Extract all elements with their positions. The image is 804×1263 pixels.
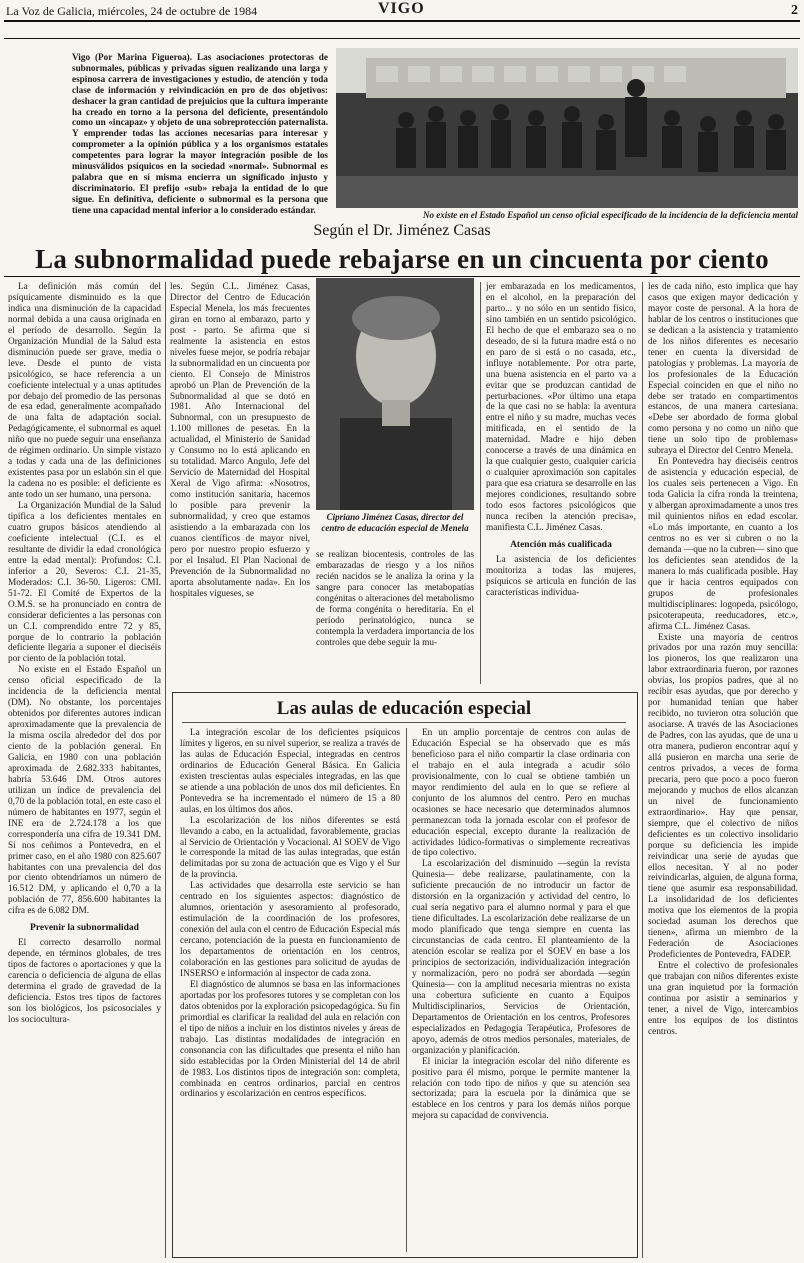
- paragraph: La integración escolar de los deficientes psíquicos límites y ligeros, en su nivel superior, se realiza a través de las aulas de Educación Especial, integradas en centros ordinarios de Educación General Básica. En Galicia existen trescientas aulas especiales integradas, en las que se atiende a una población de unos dos mil deficientes. En Pontevedra se ha incrementado el número de 15 a 80 aulas, en los últimos dos años.: [180, 728, 400, 815]
- lead-paragraph: Vigo (Por Marina Figueroa). Las asociaciones protectoras de subnormales, públicas y privadas siguen realizando una larga y espinosa carrera de investigaciones y estudio, de atención y toda clase de información y reivindicación en pro de dos objetivos: deshacer la gran cantidad de prejuicios que la cultura imperante ha creado en torno a la persona del deficiente, presentándolo como un «incapaz» y objeto de una sobreprotección paternalista. Y emprender todas las acciones necesarias para interesar y comprometer a la opinión pública y a los organismos estatales competentes para lograr la mayor integración posible de los minusválidos psíquicos en la sociedad «normal». Subnormal es palabra que en sí misma encierra un significado injusto y discriminatorio. El prefijo «sub» rebaja la entidad de lo que sigue. En definitiva, deficiente o subnormal es la persona que tiene una capacidad mental inferior a lo considerado estándar.: [72, 52, 328, 215]
- paragraph: Entre el colectivo de profesionales que trabajan con niños diferentes existe una gran inquietud por la formación continua por asistir a seminarios y tener, a nivel de Vigo, intercambios entre los equipos de los distintos centros.: [648, 961, 798, 1037]
- column-divider: [480, 282, 481, 684]
- article-column-3: [316, 550, 474, 684]
- headline-rule: [4, 276, 800, 277]
- paragraph: No existe en el Estado Español un censo oficial especificado de la incidencia de la deficiencia mental (DM). No obstante, los porcentajes obtenidos por diferentes autores indican aproximadamente que la prevalencia de la misma oscila alrededor del dos por ciento de la población general. En Galicia, en 1980 con una población aproximada de 2.682.333 habitantes, habría 53.646 DM. Otros autores utilizan un índice de prevalencia del 0,70 de la población total, en este caso el número de habitantes en 1977, según el INE era de 2.724.178 a los que correspondería una cifra de 19.341 DM. Si nos ceñimos a Pontevedra, en el primer caso, en el año 1980 con 825.607 habitantes con una prevalencia del dos por ciento obtendríamos un número de 16.512 DM, y aplicando el 0,70 a la población de 77, 856.600 habitantes la cifra es de 6.082 DM.: [8, 665, 161, 917]
- newspaper-dateline: La Voz de Galicia, miércoles, 24 de octubre de 1984: [6, 4, 258, 18]
- subheading: Prevenir la subnormalidad: [30, 923, 139, 934]
- paragraph: les de cada niño, esto implica que hay casos que exigen mayor dedicación y mayor coste de personal. A la hora de hablar de los centros o instituciones que se dedican a la asistencia y tratamiento de los niños diferentes es necesario tener en cuenta la diversidad de patologías y problemas. La mayoría de los profesionales de la Educación Especial coinciden en que el niño no debe ser tratado en compartimentos estancos, de una manera cartesiana. «Debe ser abordado de forma global como persona y no como un niño que tiene un solo tipo de problemas» subraya el Director del Centro Menela.: [648, 282, 798, 457]
- section-title: VIGO: [378, 0, 425, 17]
- article-column-5: [648, 282, 798, 1258]
- paragraph: El diagnóstico de alumnos se basa en las informaciones aportadas por los profesores tutores y se completan con los datos obtenidos por la exploración psicopedagógica. Su fin primordial es clarificar la realidad del aula en relación con el tipo de niños a incluir en los distintos niveles y áreas de trabajo. Las distintas modalidades de integración en consonancia con las dificultades que presenta el niño han sido establecidas por la Orden Ministerial del 14 de abril de 1983. Los distintos tipos de integración son: completa, combinada en centros ordinarios, parcial en centros ordinarios y escolarización en centros específicos.: [180, 979, 400, 1100]
- article-column-2: [170, 282, 310, 684]
- headline: La subnormalidad puede rebajarse en un cincuenta por ciento: [35, 244, 769, 274]
- headline-kicker: Según el Dr. Jiménez Casas: [313, 222, 491, 239]
- children-group-photo: [336, 48, 798, 208]
- paragraph: El correcto desarrollo normal depende, en términos globales, de tres tipos de factores o aportaciones y que la carencia o deficiencia de alguna de ellas determina el grado de gravedad de la deficiencia. Estos tres tipos de factores son los biológicos, los psicosociales y los sociocultura-: [8, 938, 161, 1025]
- paragraph: La definición más común del psíquicamente disminuido es la que indica una disminución de la capacidad normal debida a una causa originada en el período de desarrollo. Según la Organización Mundial de la Salud esta disminución puede ser grave, media o leve. Desde el punto de vista psicológico, se hace referencia a un coeficiente intelectual y a unas aptitudes por debajo del promedio de las personas de esa edad, generalmente acompañado de una falta de adaptación social. Pedagógicamente, el subnormal es aquel niño que no puede seguir una enseñanza de régimen ordinario. Un simple vistazo a todas y cada una de las definiciones existentes pasa por un eslabón sin el que la cadena no es posible: el deficiente es ante todo un ser humano, una persona.: [8, 282, 161, 501]
- article-column-4: [486, 282, 636, 684]
- portrait-photo-image: [316, 278, 474, 510]
- article-column-1: [8, 282, 161, 1258]
- subheading: Atención más cualificada: [510, 539, 612, 550]
- paragraph: En Pontevedra hay dieciséis centros de asistencia y educación especial, de los cuales seis pertenecen a Vigo. En toda Galicia la cifra ronda la treintena, y albergan aproximadamente a unos tres mil quinientos niños en edad escolar. «Lo más importante, en cuanto a los centros no es ver si cubren o no la demanda —que no la cubren— sino que los deficientes sean atendidos de la manera lo más cualificada posible. Hay que ir hacia centros equipados con grupos de profesionales multidisciplinares: logopeda, psicólogo, psicoterapeuta, reeducadores, etc.», afirma C.L. Jiménez Casas.: [648, 457, 798, 632]
- sidebar-title: Las aulas de educación especial: [276, 698, 532, 719]
- sidebar-column-1: [180, 728, 400, 1252]
- portrait-caption: Cipriano Jiménez Casas, director del centro de educación especial de Menela: [321, 512, 469, 533]
- paragraph: Existe una mayoría de centros privados por una razón muy sencilla: los pioneros, los que realizaron una labor extraordinaria fueron, por razones obvias, los propios padres, que al no recibir esas ayudas, que por derecho y por humanidad tenían que haber recibido, no tuvieron otra solución que asociarse. A través de las Asociaciones de Padres, con las ayudas, que de una u otra manera, pudieron encontrar aquí y allá pusieron en marcha una serie de centros privados, a veces de forma precaria, pero que poco a poco fueron mejorando y muchos de ellos alcanzan un nivel de funcionamiento extraordinario». Hay que pensar, siempre, que el colectivo de niños deficientes es un colectivo insolidario porque su deficiencia les impide reivindicar una serie de ayudas que ellos necesitan. Y al no poder reivindicarlas, alguien, de alguna forma, tiene que asumir esa responsabilidad. La insolidaridad de los deficientes motiva que los elementos de la propia sociedad asuman los derechos que tienen», afirma un miembro de la Federación de Asociaciones Prodeficientes de Pontevedra, FADEP.: [648, 632, 798, 961]
- top-rule: [4, 38, 800, 39]
- page-number: 2: [791, 3, 798, 18]
- header-rule: [4, 20, 800, 22]
- paragraph: La asistencia de los deficientes monitoriza a todas las mujeres, psíquicos se articula en función de las características individua-: [486, 554, 636, 598]
- sidebar-title-rule: [182, 722, 626, 723]
- children-group-photo-image: [336, 48, 798, 208]
- photo-caption: No existe en el Estado Español un censo oficial especificado de la incidencia de la deficiencia mental: [423, 210, 798, 220]
- paragraph: La Organización Mundial de la Salud tipifica a los deficientes mentales en cuatro grupos básicos atendiendo al coeficiente intelectual (C.I. es el resultante de dividir la edad cronológica entre la edad mental): Profundos: C.I. inferior a 20, Severos: C.I. 21-35, Moderados: C.I. 36-50. Ligeros: CMI. 51-72. El Comité de Expertos de la O.M.S. se ha pronunciado en contra de considerar deficientes a las personas con un C.I. comprendido entre 72 y 85, porque de lo contrario la población deficiente llegaría a suponer el dieciséis por ciento de la población total.: [8, 501, 161, 665]
- paragraph: La escolarización de los niños diferentes se está llevando a cabo, en la actualidad, favorablemente, gracias al Servicio de Orientación y Vocacional. Al SOEV de Vigo le corresponde la mitad de las aulas integradas, que están delimitadas por su zona de actuación que es Vigo y el Sur de la provincia.: [180, 815, 400, 881]
- sidebar-column-2: [412, 728, 630, 1252]
- paragraph: Las actividades que desarrolla este servicio se han centrado en los siguientes aspectos: diagnóstico de alumnos, orientación y asesoramiento al profesorado, estimulación de la coordinación de los profesores, conexión del aula con el centro de Educación Especial más cercano, potenciación de la puesta en funcionamiento de los departamentos de orientación en los centros, colaboración en las gestiones para solicitud de ayudas de INSERSO e información al inspector de cada zona.: [180, 881, 400, 979]
- column-divider: [642, 282, 643, 1258]
- paragraph: El iniciar la integración escolar del niño diferente es positivo para él mismo, porque le permite mantener la relación con todo tipo de niños y que su atención sea sectorizada; para la escuela por la dinámica que se establece en los centros y para los demás niños porque mejora su capacidad de convivencia.: [412, 1056, 630, 1122]
- paragraph: En un amplio porcentaje de centros con aulas de Educación Especial se ha observado que es más beneficioso para el niño compartir la clase ordinaria con el trabajo en el aula integrada a acudir sólo provisionalmente, con lo cual se obtiene también un mayor rendimiento del aula en lo que se refiere al conjunto de los alumnos del centro. Pero en muchas ocasiones se hace necesario que determinados alumnos permanezcan toda la jornada escolar con el profesor de educación especial, excepto durante la realización de actividades lúdico-formativas o simplemente recreativas de tipo colectivo.: [412, 728, 630, 859]
- paragraph: jer embarazada en los medicamentos, en el alcohol, en la preparación del parto... y no sólo en un sentido físico, sino también en un sentido psicológico. El hecho de que el embarazo sea o no deseado, de si la futura madre está o no en paro de si está o no casada, etc., influye notablemente. Por otra parte, una buena asistencia en el parto va a evitar que se produzcan cantidad de perturbaciones. «Por último una etapa de la que casi no se habla: la aventura entre el niño y su madre, muchas veces mitificada, en el sentido de la maternidad. Madre e hijo deben conocerse a través de una dinámica en la que cualquier gesto, cualquier caricia o cualquier aproximación son capitales para que esa criatura se desarrolle en las mejores condiciones, resultando sobre todo esos factores psicológicos que nunca reciben la atención precisa», manifiesta C.L. Jiménez Casas.: [486, 282, 636, 533]
- paragraph: se realizan biocentesis, controles de las embarazadas de riesgo y a los niños recién nacidos se le analiza la orina y la sangre para conocer las metabopatías congénitas o alteraciones del metabolismo de forma congénita o hereditaria. En el período perinatológico, nunca se contempla la verdadera importancia de los controles que debe seguir la mu-: [316, 550, 474, 648]
- column-divider: [406, 728, 407, 1252]
- portrait-photo: [316, 278, 474, 510]
- paragraph: La escolarización del disminuido —según la revista Quinesia— debe realizarse, paulatinamente, con la suficiente precaución de no introducir un factor de distorsión en la organización y actividad del centro, lo cual sería negativo para el alumno normal y para el que tiene dificultades. La escolarización debe realizarse de un modo planificado que tenga siempre en cuenta las circunstancias de cada centro. El planteamiento de la atención escolar se realiza por el SOEV en base a los principios de sectorización, individualización integración y normalización, pero no podrá ser abordada —según Quinesia— con la amplitud necesaria mientras no exista una cobertura suficiente en cuanto a Equipos Multidisciplinarios, Servicios de Orientación, Departamentos de Orientación en los centros, Profesores especializados en Pedagogía Terapéutica, Profesores de apoyo, además de otros medios personales, materiales, de organización y planificación.: [412, 859, 630, 1056]
- page-header: [6, 0, 798, 19]
- column-divider: [165, 282, 166, 1258]
- paragraph: les. Según C.L. Jiménez Casas, Director del Centro de Educación Especial Menela, los más frecuentes giran en torno al embarazo, parto y post - parto. Se afirma que si realmente la asistencia en estos niveles fuese mejor, se podría rebajar la subnormalidad en un cincuenta por ciento. El Consejo de Ministros aprobó un Plan de Prevención de la Subnormalidad al que se dotó en 1981. Año Internacional del Subnormal, con un presupuesto de 1.100 millones de pesetas. En la actualidad, el Ministerio de Sanidad y Consumo no lo está aplicando en su totalidad. Marco Angulo, Jefe del Servicio de Maternidad del Hospital Xeral de Vigo afirma: «Nosotros, como institución sanitaria, hacemos lo posible para prevenir la subnormalidad, y creo que estamos asistiendo a la embarazada con los cuanos científicos de mayor nivel, pero por nuestro propio esfuerzo y por el Insalud. El Plan Nacional de Prevención de la Subnormalidad no aporta absolutamente nada». En los hospitales vigueses, se: [170, 282, 310, 599]
